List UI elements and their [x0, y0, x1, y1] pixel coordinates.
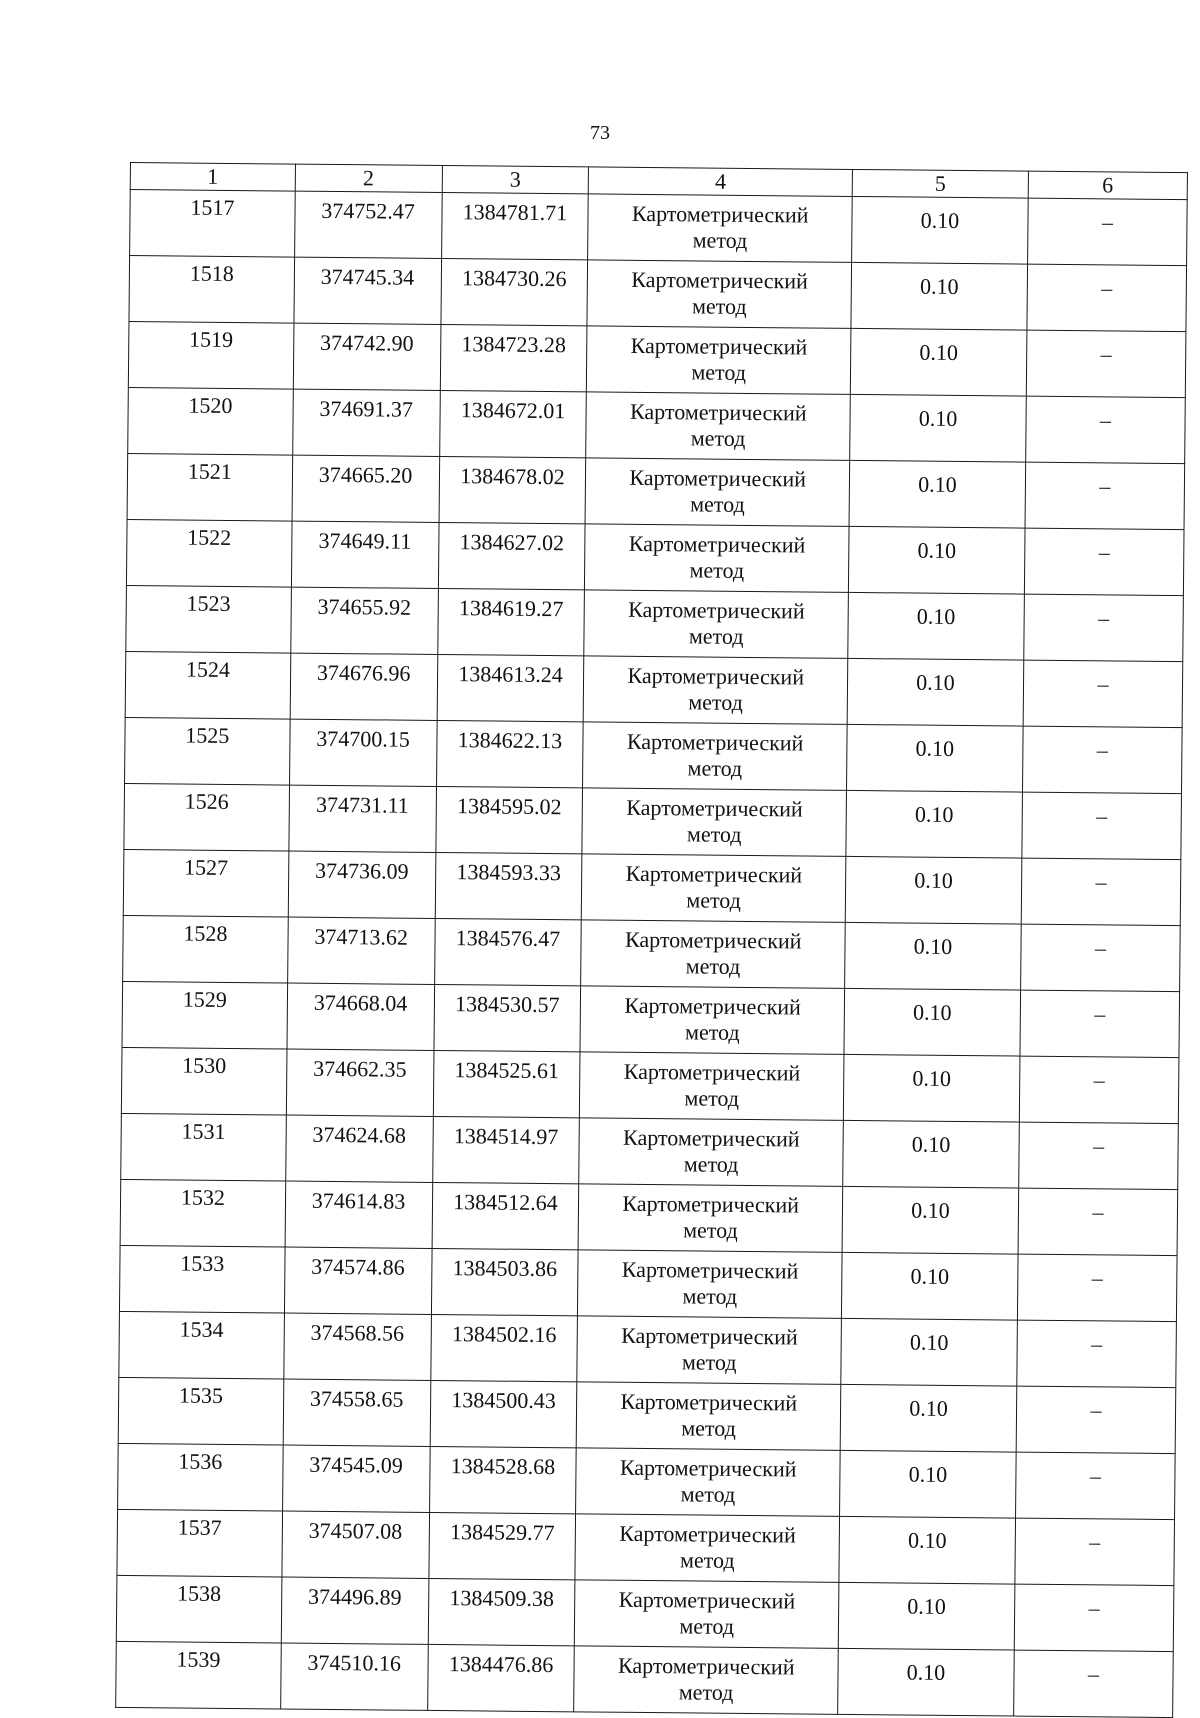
method-cell: [587, 326, 851, 395]
accuracy-cell: 0.10: [842, 1186, 1018, 1254]
accuracy-cell: 0.10: [843, 1120, 1019, 1188]
method-line-1: Картометрический: [628, 596, 805, 624]
method-cell: [586, 392, 850, 461]
method-line-1: Картометрический: [631, 266, 808, 294]
method-line-2: метод: [685, 953, 741, 979]
y-coordinate-cell: 1384730.26: [440, 258, 587, 325]
accuracy-cell: 0.10: [844, 988, 1020, 1056]
point-number-cell: 1530: [121, 1047, 286, 1115]
accuracy-cell: 0.10: [848, 592, 1024, 660]
x-coordinate-cell: 374742.90: [293, 323, 440, 390]
note-cell: –: [1024, 594, 1184, 662]
y-coordinate-cell: 1384672.01: [439, 390, 586, 457]
table-row: [116, 1641, 1174, 1717]
x-coordinate-cell: 374545.09: [282, 1445, 429, 1512]
y-coordinate-cell: 1384530.57: [434, 984, 581, 1051]
method-line-1: Картометрический: [624, 992, 801, 1020]
table-row: [126, 519, 1184, 595]
point-number-cell: 1537: [117, 1509, 282, 1577]
accuracy-cell: 0.10: [838, 1648, 1014, 1716]
note-cell: –: [1021, 858, 1181, 926]
note-cell: –: [1027, 264, 1187, 332]
x-coordinate-cell: 374558.65: [283, 1379, 430, 1446]
method-line-2: метод: [688, 623, 744, 649]
point-number-cell: 1522: [126, 519, 291, 587]
y-coordinate-cell: 1384529.77: [428, 1512, 575, 1579]
method-cell: [583, 722, 847, 791]
y-coordinate-cell: 1384476.86: [427, 1644, 574, 1711]
note-cell: –: [1017, 1254, 1177, 1322]
note-cell: –: [1020, 990, 1180, 1058]
x-coordinate-cell: 374745.34: [294, 257, 441, 324]
y-coordinate-cell: 1384576.47: [434, 918, 581, 985]
y-coordinate-cell: 1384595.02: [435, 786, 582, 853]
x-coordinate-cell: 374507.08: [282, 1511, 429, 1578]
method-line-1: Картометрический: [617, 1652, 795, 1680]
y-coordinate-cell: 1384593.33: [435, 852, 582, 919]
method-line-2: метод: [688, 689, 743, 715]
accuracy-cell: 0.10: [847, 658, 1023, 726]
method-line-2: метод: [682, 1283, 738, 1309]
method-line-2: метод: [678, 1679, 734, 1705]
method-cell: [584, 590, 848, 659]
table-row: [124, 783, 1182, 859]
method-line-1: Картометрический: [625, 860, 803, 888]
y-coordinate-cell: 1384723.28: [440, 324, 587, 391]
point-number-cell: 1524: [125, 651, 290, 719]
note-cell: –: [1016, 1386, 1176, 1454]
method-line-1: Картометрический: [619, 1454, 797, 1482]
header-col-4: 4: [589, 167, 853, 197]
method-cell: [588, 194, 852, 263]
note-cell: –: [1023, 660, 1183, 728]
table-row: [121, 1047, 1179, 1123]
table-row: [118, 1377, 1176, 1453]
method-line-2: метод: [684, 1019, 740, 1045]
method-line-2: метод: [683, 1217, 738, 1243]
method-cell: [574, 1646, 838, 1715]
table-row: [129, 256, 1187, 332]
header-col-2: 2: [295, 164, 442, 192]
accuracy-cell: 0.10: [852, 196, 1028, 264]
note-cell: –: [1013, 1650, 1173, 1718]
y-coordinate-cell: 1384514.97: [432, 1116, 579, 1183]
note-cell: –: [1024, 528, 1184, 596]
x-coordinate-cell: 374668.04: [287, 983, 434, 1050]
method-cell: [585, 458, 849, 527]
method-line-2: метод: [679, 1613, 735, 1639]
x-coordinate-cell: 374574.86: [284, 1247, 431, 1314]
method-cell: [577, 1316, 841, 1385]
method-cell: [578, 1184, 842, 1253]
y-coordinate-cell: 1384503.86: [431, 1248, 578, 1315]
x-coordinate-cell: 374510.16: [280, 1643, 427, 1710]
method-line-2: метод: [680, 1481, 736, 1507]
method-line-1: Картометрический: [626, 728, 804, 756]
method-cell: [580, 1052, 844, 1121]
method-line-1: Картометрический: [623, 1124, 800, 1152]
method-line-1: Картометрический: [623, 1058, 801, 1086]
table-row: [116, 1575, 1174, 1651]
y-coordinate-cell: 1384502.16: [430, 1314, 577, 1381]
method-cell: [582, 854, 846, 923]
method-line-2: метод: [684, 1085, 740, 1111]
header-col-6: 6: [1028, 171, 1187, 200]
table-row: [123, 849, 1181, 925]
table-row: [127, 453, 1185, 529]
note-cell: –: [1022, 792, 1182, 860]
y-coordinate-cell: 1384627.02: [438, 522, 585, 589]
note-cell: –: [1019, 1122, 1179, 1190]
point-number-cell: 1518: [129, 256, 294, 324]
point-number-cell: 1532: [120, 1179, 285, 1247]
method-cell: [578, 1250, 842, 1319]
header-col-1: 1: [130, 163, 295, 192]
method-line-2: метод: [679, 1547, 735, 1573]
coordinates-table-wrapper: [115, 162, 1188, 1718]
method-line-2: метод: [681, 1415, 736, 1441]
x-coordinate-cell: 374731.11: [289, 785, 436, 852]
method-cell: [576, 1448, 840, 1517]
note-cell: –: [1019, 1056, 1179, 1124]
x-coordinate-cell: 374713.62: [287, 917, 434, 984]
x-coordinate-cell: 374568.56: [283, 1313, 430, 1380]
accuracy-cell: 0.10: [847, 724, 1023, 792]
method-cell: [587, 260, 851, 329]
point-number-cell: 1531: [121, 1113, 286, 1181]
x-coordinate-cell: 374655.92: [290, 587, 437, 654]
method-cell: [581, 920, 845, 989]
point-number-cell: 1525: [125, 717, 290, 785]
method-line-2: метод: [686, 887, 742, 913]
x-coordinate-cell: 374665.20: [292, 455, 439, 522]
method-line-2: метод: [689, 557, 745, 583]
y-coordinate-cell: 1384613.24: [437, 654, 584, 721]
note-cell: –: [1018, 1188, 1178, 1256]
point-number-cell: 1536: [118, 1443, 283, 1511]
point-number-cell: 1517: [130, 190, 295, 258]
table-row: [125, 651, 1183, 727]
note-cell: –: [1026, 396, 1186, 464]
method-line-1: Картометрический: [624, 926, 802, 954]
table-row: [125, 717, 1183, 793]
accuracy-cell: 0.10: [850, 394, 1026, 462]
method-line-2: метод: [691, 293, 747, 319]
point-number-cell: 1535: [118, 1377, 283, 1445]
method-line-2: метод: [686, 821, 742, 847]
table-row: [119, 1311, 1177, 1387]
x-coordinate-cell: 374614.83: [285, 1181, 432, 1248]
x-coordinate-cell: 374691.37: [292, 389, 439, 456]
accuracy-cell: 0.10: [843, 1054, 1019, 1122]
accuracy-cell: 0.10: [840, 1450, 1016, 1518]
x-coordinate-cell: 374700.15: [289, 719, 436, 786]
method-cell: [575, 1514, 839, 1583]
point-number-cell: 1529: [122, 981, 287, 1049]
accuracy-cell: 0.10: [846, 790, 1022, 858]
accuracy-cell: 0.10: [840, 1384, 1016, 1452]
table-row: [130, 190, 1188, 266]
accuracy-cell: 0.10: [850, 328, 1026, 396]
note-cell: –: [1027, 198, 1187, 266]
x-coordinate-cell: 374752.47: [294, 191, 441, 258]
y-coordinate-cell: 1384619.27: [437, 588, 584, 655]
method-line-1: Картометрический: [627, 662, 805, 690]
method-line-1: Картометрический: [620, 1388, 798, 1416]
point-number-cell: 1534: [119, 1311, 284, 1379]
method-line-1: Картометрический: [622, 1190, 800, 1218]
note-cell: –: [1022, 726, 1182, 794]
y-coordinate-cell: 1384512.64: [432, 1182, 579, 1249]
method-line-1: Картометрический: [629, 464, 807, 492]
table-row: [122, 981, 1180, 1057]
y-coordinate-cell: 1384528.68: [429, 1446, 576, 1513]
accuracy-cell: 0.10: [849, 460, 1025, 528]
x-coordinate-cell: 374496.89: [281, 1577, 428, 1644]
x-coordinate-cell: 374624.68: [285, 1115, 432, 1182]
table-row: [120, 1179, 1178, 1255]
header-col-5: 5: [852, 169, 1028, 198]
method-cell: [577, 1382, 841, 1451]
table-row: [117, 1509, 1175, 1585]
method-cell: [584, 656, 848, 725]
table-row: [121, 1113, 1179, 1189]
accuracy-cell: 0.10: [841, 1252, 1017, 1320]
note-cell: –: [1020, 924, 1180, 992]
x-coordinate-cell: 374736.09: [288, 851, 435, 918]
note-cell: –: [1015, 1452, 1175, 1520]
accuracy-cell: 0.10: [851, 262, 1027, 330]
method-line-2: метод: [691, 359, 747, 385]
table-body: [116, 190, 1188, 1718]
coordinates-table: [115, 162, 1188, 1718]
point-number-cell: 1521: [127, 453, 292, 521]
method-line-2: метод: [692, 227, 748, 253]
method-line-2: метод: [681, 1349, 737, 1375]
method-cell: [582, 788, 846, 857]
accuracy-cell: 0.10: [845, 856, 1021, 924]
y-coordinate-cell: 1384781.71: [441, 192, 588, 259]
method-line-1: Картометрический: [618, 1586, 796, 1614]
note-cell: –: [1015, 1518, 1175, 1586]
method-line-2: метод: [690, 491, 745, 517]
point-number-cell: 1538: [116, 1575, 281, 1643]
method-line-1: Картометрический: [628, 530, 806, 558]
note-cell: –: [1017, 1320, 1177, 1388]
method-line-1: Картометрический: [626, 794, 803, 822]
point-number-cell: 1528: [123, 915, 288, 983]
point-number-cell: 1519: [128, 321, 293, 389]
x-coordinate-cell: 374649.11: [291, 521, 438, 588]
method-line-1: Картометрический: [619, 1520, 796, 1548]
y-coordinate-cell: 1384509.38: [428, 1578, 575, 1645]
accuracy-cell: 0.10: [845, 922, 1021, 990]
table-row: [128, 387, 1186, 463]
point-number-cell: 1523: [126, 585, 291, 653]
point-number-cell: 1526: [124, 783, 289, 851]
method-line-1: Картометрический: [621, 1322, 798, 1350]
y-coordinate-cell: 1384622.13: [436, 720, 583, 787]
method-cell: [580, 986, 844, 1055]
y-coordinate-cell: 1384500.43: [430, 1380, 577, 1447]
point-number-cell: 1527: [123, 849, 288, 917]
method-line-1: Картометрический: [630, 332, 808, 360]
page-number: 73: [590, 122, 610, 144]
table-row: [119, 1245, 1177, 1321]
point-number-cell: 1533: [119, 1245, 284, 1313]
method-cell: [579, 1118, 843, 1187]
x-coordinate-cell: 374676.96: [290, 653, 437, 720]
note-cell: –: [1014, 1584, 1174, 1652]
x-coordinate-cell: 374662.35: [286, 1049, 433, 1116]
point-number-cell: 1539: [116, 1641, 281, 1709]
accuracy-cell: 0.10: [841, 1318, 1017, 1386]
note-cell: –: [1025, 462, 1185, 530]
method-line-1: Картометрический: [629, 398, 807, 426]
table-row: [118, 1443, 1176, 1519]
header-col-3: 3: [442, 165, 589, 193]
y-coordinate-cell: 1384678.02: [439, 456, 586, 523]
method-line-1: Картометрический: [631, 200, 809, 228]
point-number-cell: 1520: [128, 387, 293, 455]
note-cell: –: [1026, 330, 1186, 398]
table-row: [123, 915, 1181, 991]
accuracy-cell: 0.10: [838, 1582, 1014, 1650]
method-cell: [585, 524, 849, 593]
method-line-2: метод: [687, 755, 743, 781]
table-row: [128, 321, 1186, 397]
accuracy-cell: 0.10: [848, 526, 1024, 594]
method-line-2: метод: [683, 1151, 739, 1177]
method-cell: [575, 1580, 839, 1649]
table-row: [126, 585, 1184, 661]
accuracy-cell: 0.10: [839, 1516, 1015, 1584]
y-coordinate-cell: 1384525.61: [433, 1050, 580, 1117]
method-line-1: Картометрический: [621, 1256, 799, 1284]
method-line-2: метод: [690, 425, 746, 451]
